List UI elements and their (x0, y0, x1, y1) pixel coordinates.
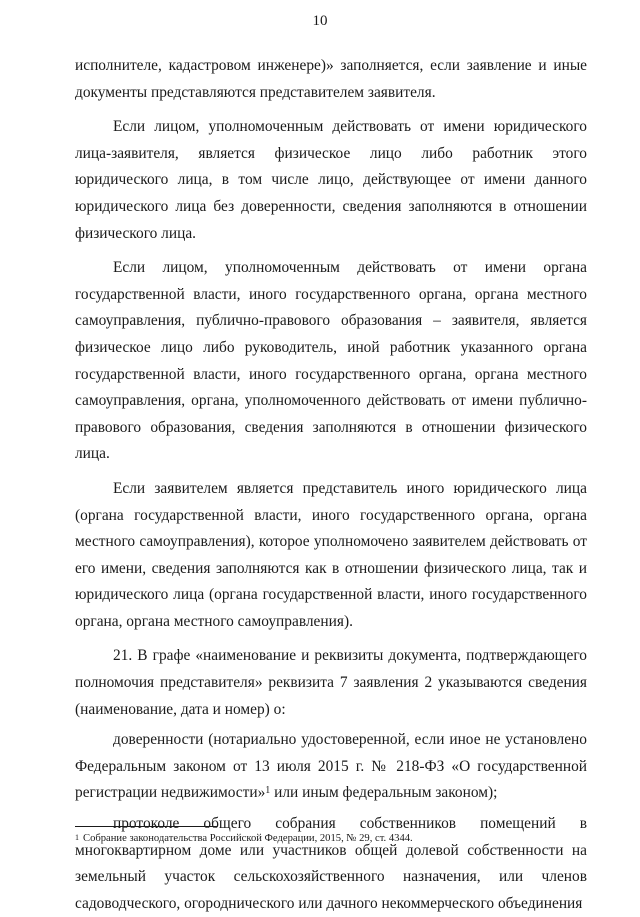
paragraph-continuation: исполнителе, кадастровом инженере)» заполняется, если заявление и иные документы представляются представителем заявителя. (75, 57, 587, 101)
footnote-text: Собрание законодательства Российской Федерации, 2015, № 29, ст. 4344. (83, 833, 413, 844)
document-body (75, 53, 587, 917)
footnote-mark: 1 (75, 833, 79, 842)
page-number: 10 (312, 13, 328, 29)
paragraph-other-entity-representative: Если заявителем является представитель иного юридического лица (органа государственной власти, иного государственного органа, органа местного самоуправления), которое уполномочено заявителем действовать от его имени, сведения заполняются как в отношении физического лица, так и юридического лица (органа государственной власти, иного государственного органа, органа местного самоуправления). (75, 479, 587, 630)
footnote-reference[interactable]: 1 (265, 785, 271, 797)
paragraph-state-authority-representative: Если лицом, уполномоченным действовать от имени органа государственной власти, иного государственного органа, органа местного самоуправления, публично-правового образования – заявителя, является физическое лицо либо руководитель, иной работник указанного органа государственной власти, иного государственного органа, органа местного самоуправления, органа, уполномоченного действовать от имени публично-правового образования, сведения заполняются в отношении физического лица. (75, 259, 587, 463)
power-of-attorney-text: доверенности (нотариально удостоверенной, если иное не установлено Федеральным законом от 13 июля 2015 г. № 218-ФЗ «О государственной регистрации недвижимости» (75, 731, 587, 802)
paragraph-meeting-protocol: протоколе общего собрания собственников помещений в многоквартирном доме или участников общей долевой собственности на земельный участок сельскохозяйственного назначения, или членов садоводческого, огороднического или дачного некоммерческого объединения (75, 815, 587, 912)
paragraph-legal-entity-representative: Если лицом, уполномоченным действовать от имени юридического лица-заявителя, является физическое лицо либо работник этого юридического лица, в том числе лицо, действующее от имени данного юридического лица без доверенности, сведения заполняются в отношении физического лица. (75, 118, 587, 242)
paragraph-item-21: 21. В графе «наименование и реквизиты документа, подтверждающего полномочия представителя» реквизита 7 заявления 2 указываются сведения (наименование, дата и номер) о: (75, 647, 587, 718)
power-of-attorney-text-end: или иным федеральным законом); (270, 784, 498, 802)
footnote-divider (75, 826, 217, 827)
footnote (75, 832, 587, 846)
paragraph-power-of-attorney (75, 727, 587, 807)
